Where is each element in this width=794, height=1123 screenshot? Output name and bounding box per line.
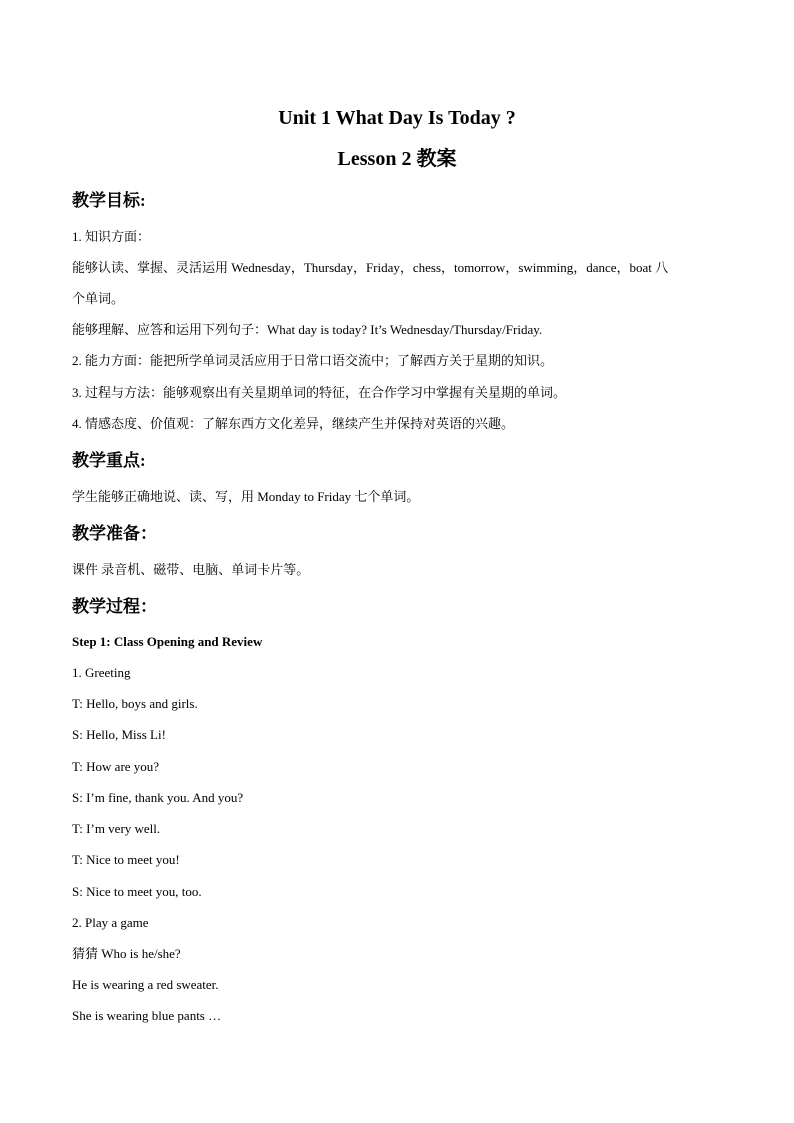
- process-heading: 教学过程：: [72, 597, 157, 616]
- process-line: S: I’m fine, thank you. And you?: [72, 790, 244, 805]
- process-line: S: Hello, Miss Li!: [72, 727, 166, 742]
- objectives-heading: 教学目标:: [72, 191, 146, 210]
- process-line: T: Hello, boys and girls.: [72, 696, 198, 711]
- process-line: She is wearing blue pants …: [72, 1008, 222, 1023]
- objectives-line: 1. 知识方面：: [72, 229, 151, 244]
- objectives-line: 4. 情感态度、价值观：了解东西方文化差异，继续产生并保持对英语的兴趣。: [72, 416, 515, 431]
- objectives-line: 个单词。: [72, 291, 125, 306]
- process-line: 1. Greeting: [72, 665, 131, 680]
- preparation-heading: 教学准备：: [72, 524, 157, 543]
- process-line: He is wearing a red sweater.: [72, 977, 219, 992]
- objectives-line: 能够理解、应答和运用下列句子：What day is today? It’s Wednesday/Thursday/Friday.: [72, 322, 543, 337]
- key-points-line: 学生能够正确地说、读、写，用 Monday to Friday 七个单词。: [72, 489, 420, 504]
- objectives-line: 能够认读、掌握、灵活运用 Wednesday，Thursday，Friday，chess，tomorrow，swimming，dance，boat 八: [72, 260, 669, 275]
- objectives-line: 3. 过程与方法：能够观察出有关星期单词的特征，在合作学习中掌握有关星期的单词。: [72, 385, 567, 400]
- process-line: S: Nice to meet you, too.: [72, 884, 202, 899]
- key-points-heading: 教学重点:: [72, 451, 146, 470]
- process-line: T: How are you?: [72, 759, 160, 774]
- process-line: 2. Play a game: [72, 915, 149, 930]
- process-line: 猜猜 Who is he/she?: [72, 946, 181, 961]
- document-title: Unit 1 What Day Is Today ?: [278, 107, 516, 129]
- step1-title: Step 1: Class Opening and Review: [72, 634, 263, 649]
- process-line: T: I’m very well.: [72, 821, 161, 836]
- objectives-line: 2. 能力方面：能把所学单词灵活应用于日常口语交流中；了解西方关于星期的知识。: [72, 353, 554, 368]
- preparation-line: 课件 录音机、磁带、电脑、单词卡片等。: [72, 562, 310, 577]
- process-line: T: Nice to meet you!: [72, 852, 180, 867]
- document-subtitle: Lesson 2 教案: [337, 148, 457, 170]
